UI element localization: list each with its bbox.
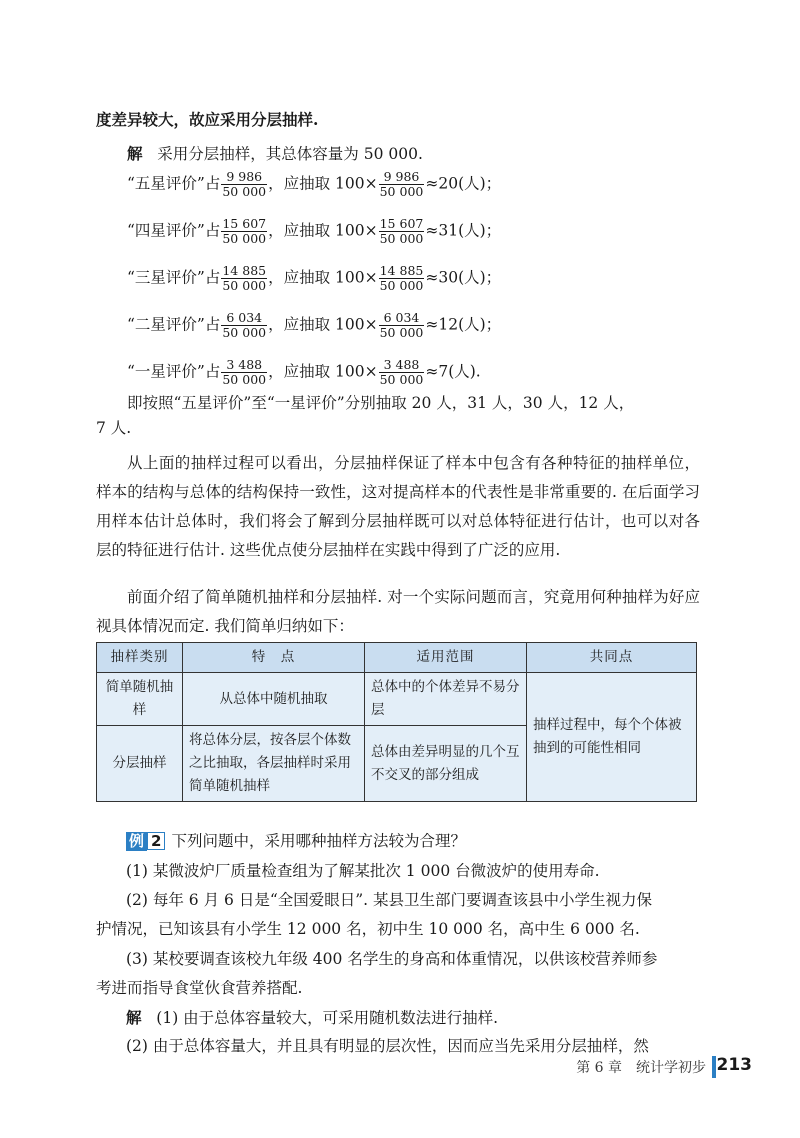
table-row bbox=[97, 673, 697, 726]
answer-label: 解 bbox=[126, 1008, 142, 1027]
fraction: $\frac{3 488}{50 000}$ bbox=[222, 357, 267, 387]
fraction: $\frac{15 607}{50 000}$ bbox=[222, 216, 267, 246]
fraction: $\frac{15 607}{50 000}$ bbox=[379, 216, 424, 246]
example-item-3: (3) 某校要调查该校九年级 400 名学生的身高和体重情况，以供该校营养师参 bbox=[126, 950, 658, 968]
rating-label: “一星评价”占 bbox=[127, 362, 221, 381]
rating-mid: ，应抽取 100× bbox=[268, 174, 378, 193]
answer-text: (1) 由于总体容量较大，可采用随机数法进行抽样. bbox=[156, 1009, 499, 1027]
rating-mid: ，应抽取 100× bbox=[268, 362, 378, 381]
example-item-3-cont: 考进而指导食堂伙食营养搭配. bbox=[96, 979, 303, 997]
example-item-1: (1) 某微波炉厂质量检查组为了解某批次 1 000 台微波炉的使用寿命. bbox=[126, 862, 600, 880]
page-footer bbox=[480, 1054, 800, 1080]
rating-label: “四星评价”占 bbox=[127, 221, 221, 240]
table-header: 特 点 bbox=[183, 643, 365, 673]
footer-accent-bar bbox=[712, 1056, 716, 1078]
rating-row-5 bbox=[127, 170, 501, 199]
table-cell-scope: 总体中的个体差异不易分层 bbox=[365, 673, 527, 726]
table-header: 抽样类别 bbox=[97, 643, 183, 673]
rating-result: ≈20(人)； bbox=[425, 174, 502, 193]
rating-mid: ，应抽取 100× bbox=[268, 315, 378, 334]
table-cell-feature: 将总体分层，按各层个体数之比抽取，各层抽样时采用简单随机抽样 bbox=[183, 726, 365, 802]
table-header-row bbox=[97, 643, 697, 673]
rating-mid: ，应抽取 100× bbox=[268, 221, 378, 240]
fraction: $\frac{14 885}{50 000}$ bbox=[222, 263, 267, 293]
fraction: $\frac{6 034}{50 000}$ bbox=[379, 310, 424, 340]
rating-result: ≈7(人). bbox=[425, 362, 481, 381]
fraction: $\frac{6 034}{50 000}$ bbox=[222, 310, 267, 340]
rating-label: “五星评价”占 bbox=[127, 174, 221, 193]
solution-label: 解 bbox=[127, 144, 143, 163]
fraction: $\frac{9 986}{50 000}$ bbox=[222, 169, 267, 199]
rating-result: ≈30(人)； bbox=[425, 268, 502, 287]
table-cell-type: 简单随机抽样 bbox=[97, 673, 183, 726]
solution-intro bbox=[127, 142, 423, 166]
continued-text: 度差异较大，故应采用分层抽样. bbox=[96, 110, 319, 129]
example-badge: 例 bbox=[126, 832, 147, 851]
example-number: 2 bbox=[147, 832, 165, 850]
table-cell-common: 抽样过程中，每个个体被抽到的可能性相同 bbox=[527, 673, 697, 802]
page-number: 213 bbox=[716, 1055, 752, 1075]
paragraph-summary-intro: 前面介绍了简单随机抽样和分层抽样. 对一个实际问题而言，究竟用何种抽样为好应视具体情况而定. 我们简单归纳如下： bbox=[96, 588, 700, 635]
example-item-2: (2) 每年 6 月 6 日是“全国爱眼日”. 某县卫生部门要调查该县中小学生视力保 bbox=[126, 891, 653, 909]
rating-row-4 bbox=[127, 217, 501, 246]
rating-label: “二星评价”占 bbox=[127, 315, 221, 334]
table-cell-feature: 从总体中随机抽取 bbox=[183, 673, 365, 726]
summary-line-cont: 7 人. bbox=[96, 419, 132, 437]
fraction: $\frac{9 986}{50 000}$ bbox=[379, 169, 424, 199]
rating-row-3 bbox=[127, 264, 501, 293]
fraction: $\frac{3 488}{50 000}$ bbox=[379, 357, 424, 387]
chapter-label: 第 6 章 统计学初步 bbox=[576, 1060, 706, 1076]
rating-result: ≈31(人)； bbox=[425, 221, 502, 240]
table-cell-scope: 总体由差异明显的几个互不交叉的部分组成 bbox=[365, 726, 527, 802]
example-item-2-cont: 护情况，已知该县有小学生 12 000 名，初中生 10 000 名，高中生 6 000 名. bbox=[96, 920, 640, 938]
solution-intro-text: 采用分层抽样，其总体容量为 50 000. bbox=[157, 145, 423, 163]
rating-result: ≈12(人)； bbox=[425, 315, 502, 334]
table-header: 共同点 bbox=[527, 643, 697, 673]
rating-row-1 bbox=[127, 358, 481, 387]
rating-mid: ，应抽取 100× bbox=[268, 268, 378, 287]
example-answer-2: (2) 由于总体容量大，并且具有明显的层次性，因而应当先采用分层抽样，然 bbox=[126, 1037, 649, 1055]
fraction: $\frac{14 885}{50 000}$ bbox=[379, 263, 424, 293]
paragraph-stratified-advantages: 从上面的抽样过程可以看出，分层抽样保证了样本中包含有各种特征的抽样单位，样本的结构与总体的结构保持一致性，这对提高样本的代表性是非常重要的. 在后面学习用样本估计总体时，我们将会了解到分层抽样既可以对总体特征进行估计，也可以对各层的特征进行估计. 这些优点使分层抽样在实践中得到了广泛的应用. bbox=[96, 454, 700, 559]
example-answer-1 bbox=[126, 1006, 498, 1030]
table-header: 适用范围 bbox=[365, 643, 527, 673]
rating-row-2 bbox=[127, 311, 501, 340]
rating-label: “三星评价”占 bbox=[127, 268, 221, 287]
summary-line: 即按照“五星评价”至“一星评价”分别抽取 20 人，31 人，30 人，12 人， bbox=[127, 394, 635, 412]
example-heading bbox=[126, 830, 466, 853]
table-cell-type: 分层抽样 bbox=[97, 726, 183, 802]
sampling-comparison-table bbox=[96, 642, 697, 802]
example-question: 下列问题中，采用哪种抽样方法较为合理？ bbox=[171, 832, 466, 850]
